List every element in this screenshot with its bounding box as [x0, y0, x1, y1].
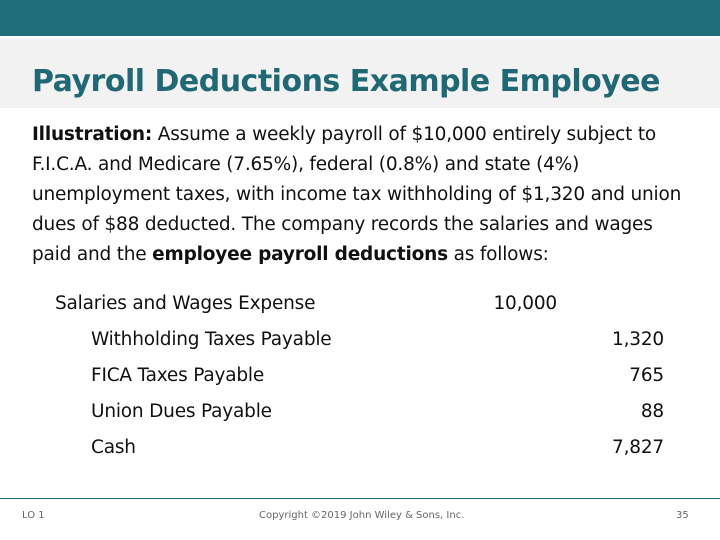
- credit-account: Cash: [91, 437, 136, 458]
- credit-amount: 88: [640, 401, 664, 422]
- slide-title: Payroll Deductions Example Employee: [32, 64, 660, 99]
- debit-amount: 10,000: [493, 293, 557, 314]
- header-bar: [0, 0, 720, 36]
- credit-account: FICA Taxes Payable: [91, 365, 265, 386]
- debit-account: Salaries and Wages Expense: [55, 293, 316, 314]
- illustration-paragraph: [32, 120, 692, 270]
- credit-account: Withholding Taxes Payable: [91, 329, 332, 350]
- credit-account: Union Dues Payable: [91, 401, 272, 422]
- paragraph-text-1: Assume a weekly payroll of $10,000 entirely subject to F.I.C.A. and Medicare (7.65%), federal (0.8%) and state (4%) unemployment taxes, with income tax withholding of $1,320 and union dues of $88 deducted. The company records the salaries and wages paid and the: [32, 124, 682, 265]
- copyright-text: Copyright ©2019 John Wiley & Sons, Inc.: [259, 510, 465, 521]
- credit-amount: 765: [629, 365, 664, 386]
- paragraph-emphasis: employee payroll deductions: [152, 244, 448, 265]
- illustration-label: Illustration:: [32, 124, 153, 145]
- learning-objective-label: LO 1: [22, 510, 45, 521]
- credit-amount: 1,320: [612, 329, 664, 350]
- footer-divider: [0, 498, 720, 499]
- paragraph-text-2: as follows:: [447, 244, 549, 265]
- page-number: 35: [676, 510, 689, 521]
- credit-amount: 7,827: [612, 437, 664, 458]
